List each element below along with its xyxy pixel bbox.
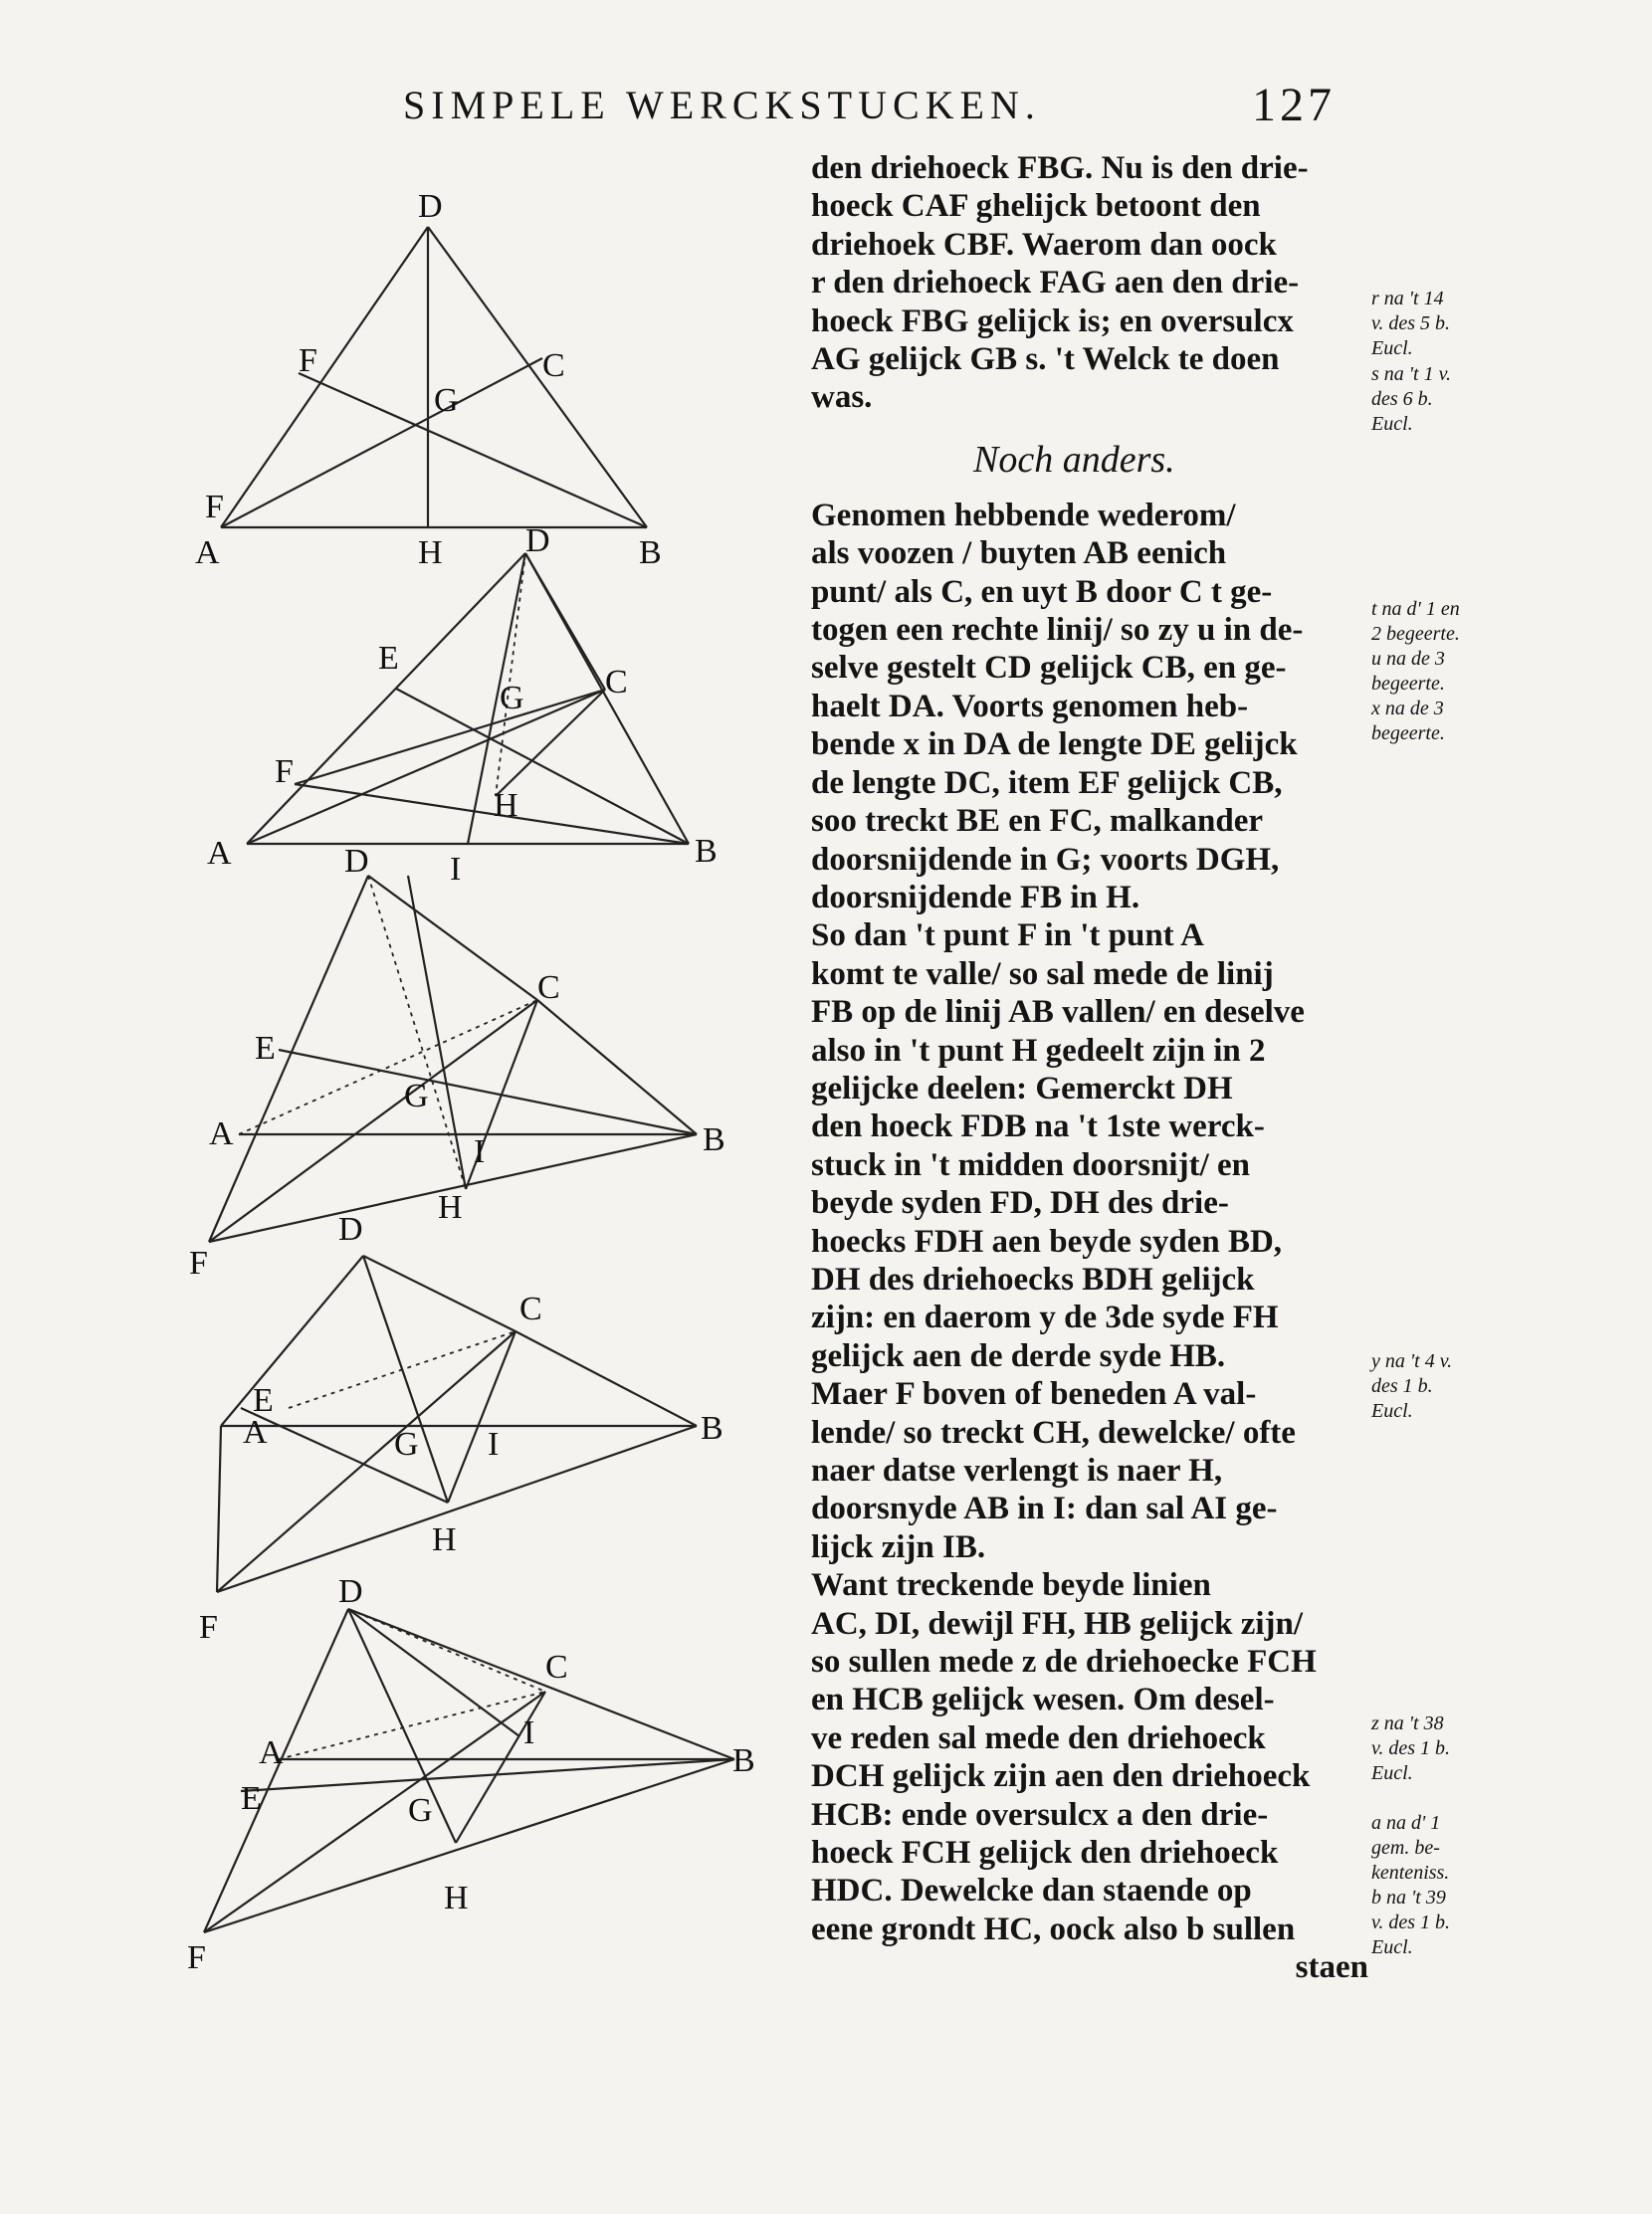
paragraph-1 — [811, 149, 1368, 417]
figure-5-label: B — [732, 1742, 755, 1779]
text-line: beyde syden FD, DH des drie- — [811, 1185, 1229, 1222]
figure-3-label: E — [255, 1030, 276, 1067]
figure-4-label: H — [432, 1521, 457, 1558]
text-line: naer datse verlengt is naer H, — [811, 1453, 1223, 1489]
margin-note-line: Eucl. — [1371, 1936, 1413, 1958]
text-line: DH des driehoecks BDH gelijck — [811, 1261, 1255, 1298]
figure-5-label: I — [523, 1714, 535, 1751]
margin-note-line: Eucl. — [1371, 413, 1413, 435]
main-text-column — [811, 149, 1368, 1987]
figure-3-label: C — [537, 969, 560, 1006]
figure-1-label: D — [418, 188, 443, 225]
text-line: Want treckende beyde linien — [811, 1567, 1211, 1604]
text-line: Maer F boven of beneden A val- — [811, 1376, 1257, 1413]
figure-1-label: H — [418, 534, 443, 571]
running-header-title: SIMPELE WERCKSTUCKEN. — [403, 83, 1041, 127]
margin-note-line: s na 't 1 v. — [1371, 363, 1452, 385]
text-line: so sullen mede z de driehoecke FCH — [811, 1644, 1317, 1681]
text-line: ve reden sal mede den driehoeck — [811, 1719, 1266, 1756]
figure-5-label: D — [338, 1573, 363, 1610]
figure-2-label: B — [695, 833, 718, 870]
margin-note-line: 2 begeerte. — [1371, 623, 1460, 645]
margin-note-line: Eucl. — [1371, 1400, 1413, 1422]
text-line: So dan 't punt F in 't punt A — [811, 917, 1204, 954]
text-line: stuck in 't midden doorsnijt/ en — [811, 1146, 1250, 1183]
figure-4-triangle — [199, 1211, 723, 1646]
margin-note-line: begeerte. — [1371, 673, 1445, 695]
figure-2-label: G — [500, 680, 524, 716]
figure-3-label: G — [404, 1078, 429, 1114]
margin-note-line: gem. be- — [1371, 1837, 1440, 1859]
margin-note-line: a na d' 1 — [1371, 1812, 1441, 1834]
geometric-figures — [0, 0, 776, 2214]
text-line: also in 't punt H gedeelt zijn in 2 — [811, 1032, 1266, 1069]
margin-note-line: Eucl. — [1371, 1762, 1413, 1784]
margin-note-line: des 6 b. — [1371, 388, 1433, 410]
figure-3-label: B — [703, 1121, 725, 1158]
figure-1-label: G — [434, 382, 459, 419]
figure-5-triangle — [187, 1573, 755, 1976]
text-line: zijn: en daerom y de 3de syde FH — [811, 1300, 1279, 1336]
paragraph-3 — [811, 916, 1368, 1375]
text-line: hoeck FBG gelijck is; en oversulcx — [811, 302, 1294, 339]
figure-3-label: A — [209, 1115, 234, 1152]
text-line: komt te valle/ so sal mede de linij — [811, 955, 1274, 992]
margin-note-line: b na 't 39 — [1371, 1887, 1446, 1909]
text-line: AG gelijck GB s. 't Welck te doen — [811, 341, 1280, 378]
figure-5-label: G — [408, 1792, 433, 1829]
figure-4-label: E — [253, 1382, 274, 1419]
text-line: r den driehoeck FAG aen den drie- — [811, 265, 1300, 302]
figure-3-label: H — [438, 1189, 463, 1226]
margin-note-line: v. des 5 b. — [1371, 312, 1451, 334]
margin-note-line: u na de 3 — [1371, 648, 1445, 670]
margin-note-line: v. des 1 b. — [1371, 1912, 1451, 1933]
paragraph-2 — [811, 497, 1368, 916]
figure-2-label: H — [494, 787, 518, 824]
margin-note-line: t na d' 1 en — [1371, 598, 1460, 620]
margin-note-line: Eucl. — [1371, 337, 1413, 359]
text-line: doorsnijdende in G; voorts DGH, — [811, 841, 1280, 878]
figure-5-label: H — [444, 1880, 469, 1916]
text-line: soo treckt BE en FC, malkander — [811, 803, 1264, 840]
paragraph-4 — [811, 1375, 1368, 1566]
figure-2-label: C — [605, 664, 628, 701]
margin-note-line: y na 't 4 v. — [1371, 1350, 1453, 1372]
text-line: staen — [1295, 1949, 1368, 1986]
figure-3-triangle — [189, 843, 725, 1282]
text-line: haelt DA. Voorts genomen heb- — [811, 688, 1249, 724]
margin-note-line: des 1 b. — [1371, 1375, 1433, 1397]
margin-note-line: v. des 1 b. — [1371, 1737, 1451, 1759]
figure-4-label: A — [243, 1414, 268, 1451]
figure-4-label: B — [701, 1410, 723, 1447]
text-line: lende/ so treckt CH, dewelcke/ ofte — [811, 1414, 1296, 1451]
text-line: lijck zijn IB. — [811, 1528, 986, 1565]
figure-2-label: D — [525, 522, 550, 559]
margin-note-line — [1371, 1786, 1521, 1811]
margin-note-line: x na de 3 — [1371, 698, 1444, 719]
text-line: selve gestelt CD gelijck CB, en ge- — [811, 650, 1287, 687]
text-line: doorsnyde AB in I: dan sal AI ge- — [811, 1491, 1278, 1527]
figure-3-label: D — [344, 843, 369, 880]
figure-2-label: E — [378, 640, 399, 677]
paragraph-5 — [811, 1566, 1368, 1986]
figure-1-label: A — [195, 534, 220, 571]
margin-note-line: begeerte. — [1371, 722, 1445, 744]
figure-1-label: F — [205, 489, 224, 525]
text-line: hoeck FCH gelijck den driehoeck — [811, 1835, 1279, 1872]
text-line: driehoek CBF. Waerom dan oock — [811, 226, 1277, 263]
section-subheading: Noch anders. — [973, 439, 1175, 481]
figure-3-label: F — [189, 1245, 208, 1282]
figure-4-label: D — [338, 1211, 363, 1248]
text-line: was. — [811, 379, 873, 416]
text-line: Genomen hebbende wederom/ — [811, 497, 1236, 533]
figure-5-label: A — [259, 1734, 284, 1771]
text-line: AC, DI, dewijl FH, HB gelijck zijn/ — [811, 1605, 1304, 1642]
text-line: HCB: ende oversulcx a den drie- — [811, 1796, 1269, 1833]
text-line: gelijcke deelen: Gemerckt DH — [811, 1070, 1233, 1107]
margin-note-line: z na 't 38 — [1371, 1712, 1444, 1734]
figure-2-triangle — [207, 522, 718, 888]
figure-4-label: I — [488, 1426, 500, 1463]
text-line: als voozen / buyten AB eenich — [811, 535, 1227, 572]
text-line: punt/ als C, en uyt B door C t ge- — [811, 573, 1273, 610]
margin-note-s — [1371, 362, 1521, 437]
margin-note-line: kenteniss. — [1371, 1862, 1450, 1884]
margin-note-r — [1371, 287, 1521, 361]
figure-5-label: F — [187, 1939, 206, 1976]
figure-4-label: G — [394, 1426, 419, 1463]
text-line: hoeck CAF ghelijck betoont den — [811, 188, 1261, 225]
text-line: HDC. Dewelcke dan staende op — [811, 1873, 1252, 1910]
margin-note-line: r na 't 14 — [1371, 288, 1444, 309]
text-line: de lengte DC, item EF gelijck CB, — [811, 764, 1283, 801]
margin-note-tux — [1371, 597, 1521, 746]
text-line: gelijck aen de derde syde HB. — [811, 1337, 1226, 1374]
text-line: bende x in DA de lengte DE gelijck — [811, 726, 1298, 763]
figure-3-label: I — [474, 1133, 486, 1170]
figure-4-label: F — [199, 1609, 218, 1646]
figure-2-label: I — [450, 851, 462, 888]
text-line: den hoeck FDB na 't 1ste werck- — [811, 1108, 1265, 1145]
page-number: 127 — [1252, 79, 1336, 131]
figure-2-label: F — [275, 753, 294, 790]
margin-note-zab — [1371, 1711, 1521, 1960]
text-line: eene grondt HC, oock also b sullen — [811, 1911, 1296, 1947]
text-line: DCH gelijck zijn aen den driehoeck — [811, 1758, 1311, 1795]
figure-2-label: A — [207, 835, 232, 872]
text-line: den driehoeck FBG. Nu is den drie- — [811, 150, 1309, 186]
margin-note-y — [1371, 1349, 1521, 1424]
figure-4-label: C — [519, 1291, 542, 1327]
figure-5-label: E — [241, 1780, 262, 1817]
text-line: doorsnijdende FB in H. — [811, 879, 1140, 915]
figure-1-triangle — [195, 188, 662, 571]
text-line: en HCB gelijck wesen. Om desel- — [811, 1682, 1275, 1718]
text-line: hoecks FDH aen beyde syden BD, — [811, 1223, 1283, 1260]
figure-1-label: C — [542, 347, 565, 384]
figure-1-label: B — [639, 534, 662, 571]
figure-5-label: C — [545, 1649, 568, 1686]
text-line: FB op de linij AB vallen/ en deselve — [811, 994, 1305, 1031]
text-line: togen een rechte linij/ so zy u in de- — [811, 612, 1304, 649]
figure-1-label: F — [299, 342, 317, 379]
